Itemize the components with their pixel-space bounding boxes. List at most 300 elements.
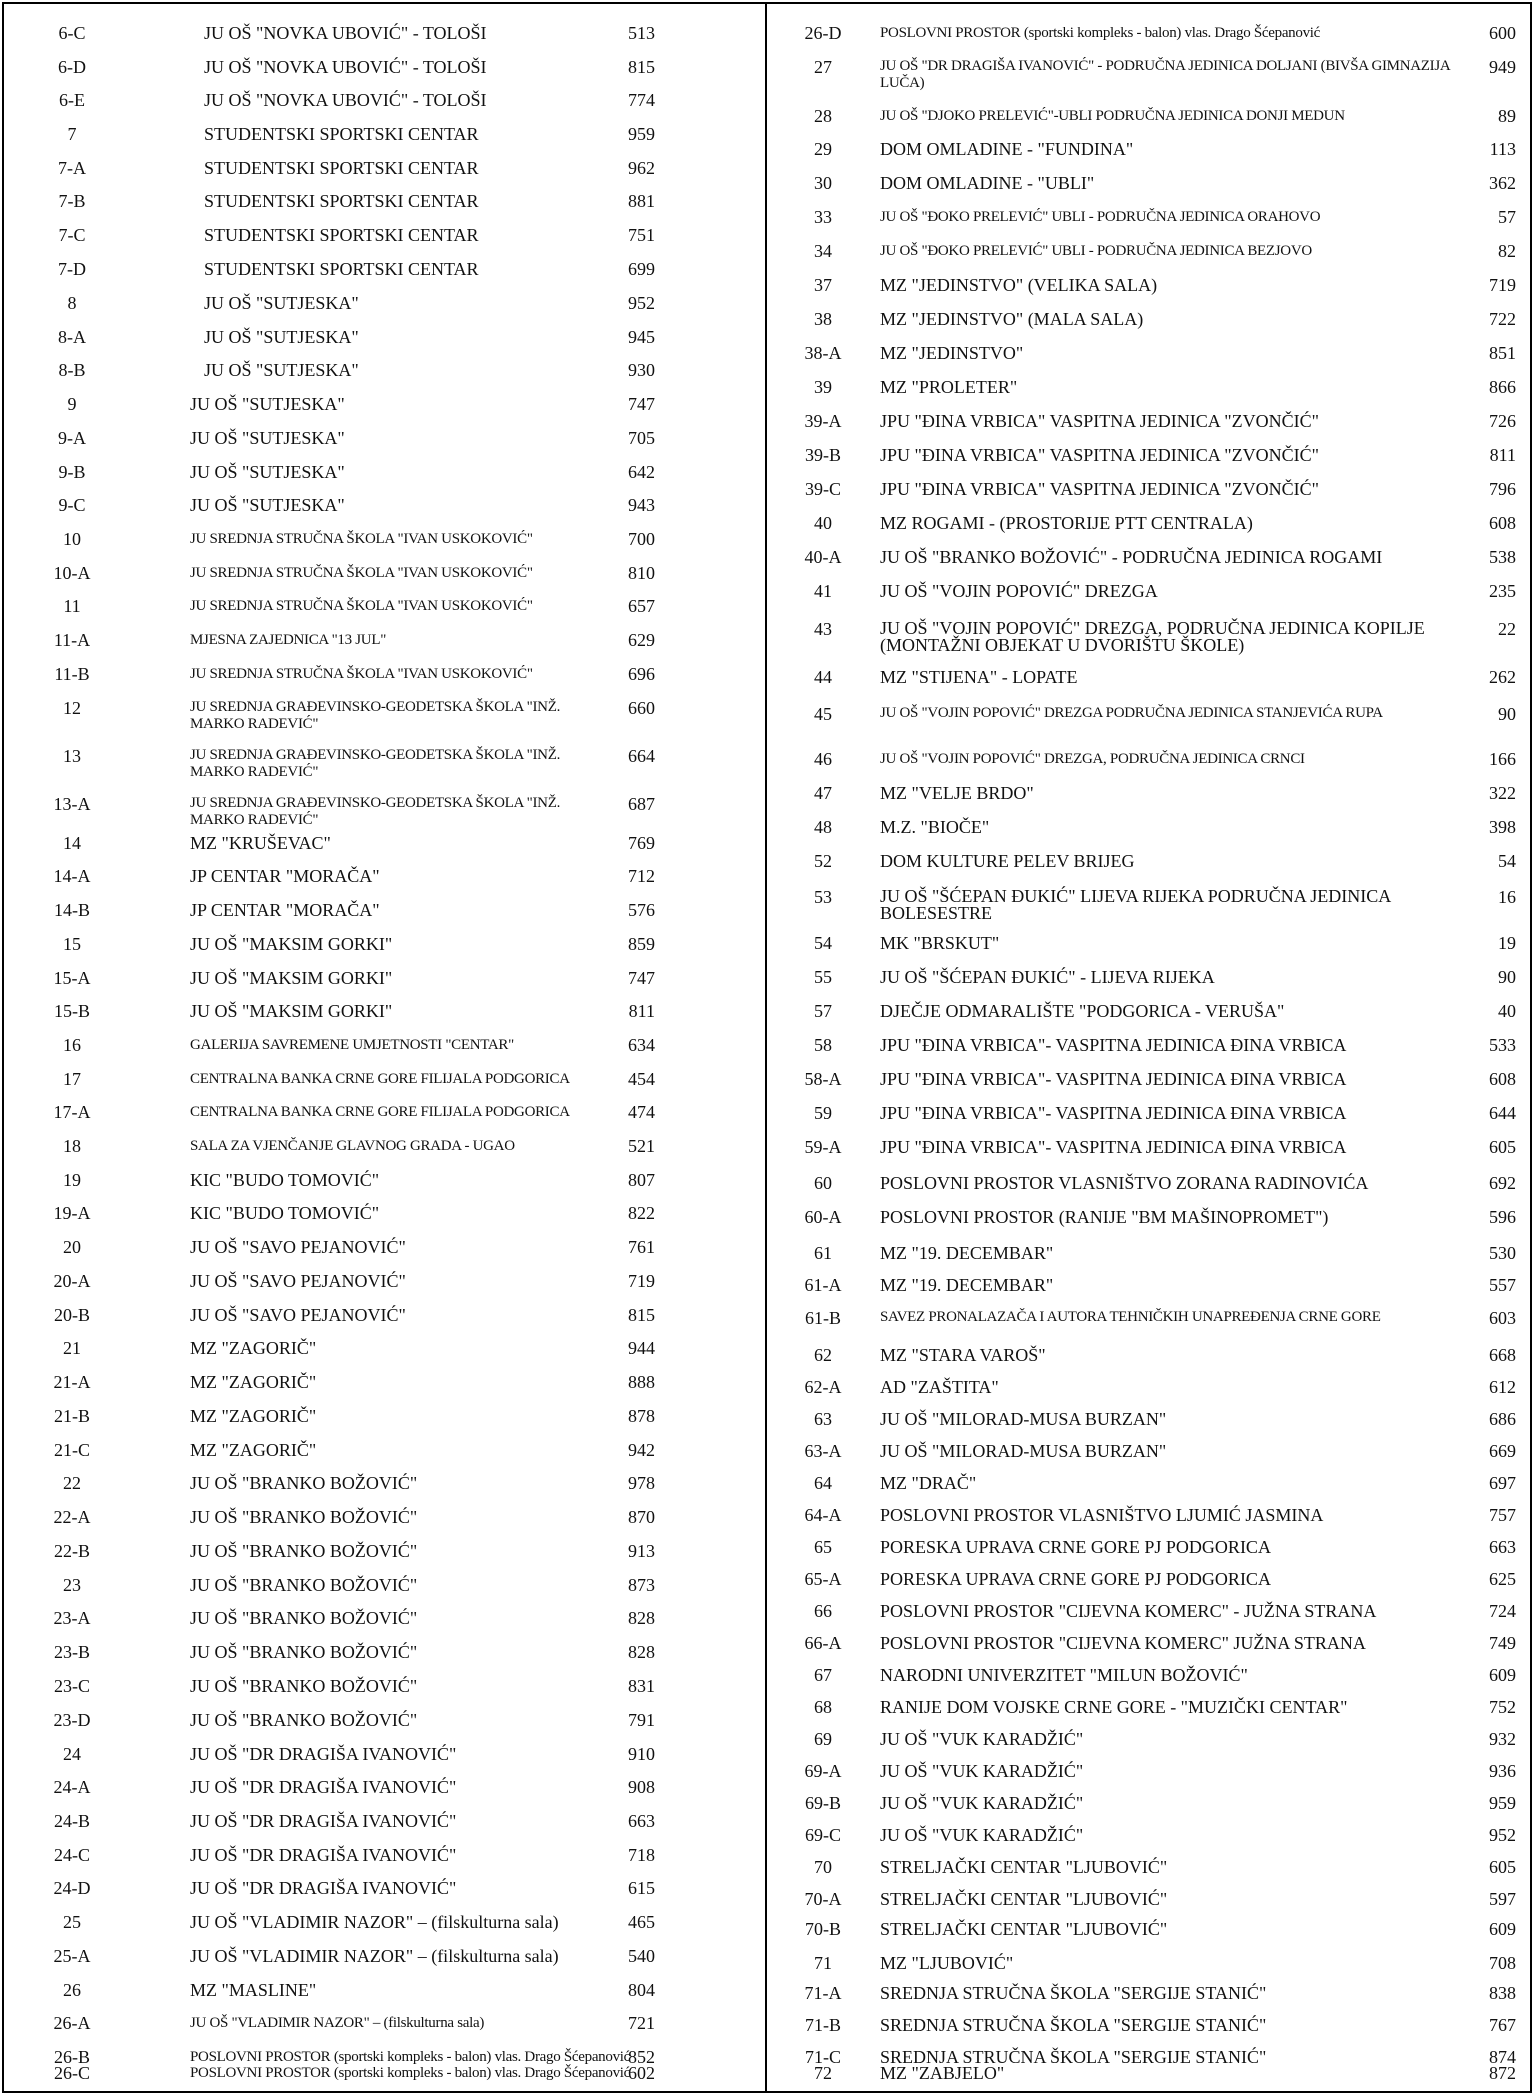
polling-station-name: JU OŠ "BRANKO BOŽOVIĆ" (190, 1710, 418, 1730)
polling-station-name: JU OŠ "VOJIN POPOVIĆ" DREZGA, PODRUČNA JEDINICA KOPILJE (MONTAŽNI OBJEKAT U DVORIŠTU ŠKOLE) (880, 618, 1425, 655)
table-row (768, 784, 1532, 814)
voter-count: 761 (628, 1237, 655, 1257)
table-row (768, 1276, 1532, 1306)
table-row (4, 1576, 764, 1606)
voter-count: 747 (628, 968, 655, 988)
voter-count: 952 (1489, 1825, 1516, 1845)
table-row (4, 746, 764, 780)
polling-station-number: 71-B (805, 2015, 841, 2035)
voter-count: 838 (1489, 1983, 1516, 2003)
polling-station-name: JU OŠ "BRANKO BOŽOVIĆ" (190, 1541, 418, 1561)
table-row (768, 1762, 1532, 1792)
table-row (4, 1711, 764, 1741)
table-row (4, 564, 764, 594)
polling-station-number: 67 (814, 1665, 832, 1685)
voter-count: 54 (1498, 851, 1516, 871)
polling-station-name: DOM OMLADINE - "UBLI" (880, 173, 1095, 193)
table-row (4, 361, 764, 391)
voter-count: 89 (1498, 106, 1516, 126)
voter-count: 859 (628, 934, 655, 954)
polling-station-number: 21-A (53, 1372, 91, 1392)
table-row (4, 91, 764, 121)
polling-station-name: STRELJAČKI CENTAR "LJUBOVIĆ" (880, 1919, 1168, 1939)
polling-station-number: 9-C (58, 495, 86, 515)
table-row (4, 597, 764, 627)
polling-station-name: JU OŠ "MAKSIM GORKI" (190, 968, 393, 988)
polling-station-number: 38-A (804, 343, 842, 363)
polling-station-number: 60-A (804, 1207, 842, 1227)
voter-count: 663 (1489, 1537, 1516, 1557)
polling-station-number: 26-A (53, 2013, 91, 2033)
polling-station-name: JPU "ĐINA VRBICA" VASPITNA JEDINICA "ZVONČIĆ" (880, 411, 1319, 431)
table-row (768, 57, 1532, 91)
voter-count: 513 (628, 23, 655, 43)
voter-count: 932 (1489, 1729, 1516, 1749)
polling-station-number: 70 (814, 1857, 832, 1877)
voter-count: 362 (1489, 173, 1516, 193)
polling-station-number: 64 (814, 1473, 832, 1493)
polling-station-number: 23-C (54, 1676, 90, 1696)
polling-station-number: 21-B (54, 1406, 90, 1426)
table-row (768, 1208, 1532, 1238)
polling-station-number: 7-B (58, 191, 86, 211)
polling-station-number: 6-D (58, 57, 86, 77)
table-row (768, 514, 1532, 544)
table-row (4, 1981, 764, 2011)
polling-station-number: 24-C (54, 1845, 90, 1865)
table-row (4, 901, 764, 931)
polling-station-number: 43 (814, 619, 832, 639)
voter-count: 625 (1489, 1569, 1516, 1589)
polling-station-name: JPU "ĐINA VRBICA" VASPITNA JEDINICA "ZVONČIĆ" (880, 479, 1319, 499)
table-row (768, 1378, 1532, 1408)
voter-count: 804 (628, 1980, 655, 2000)
polling-station-number: 21-C (54, 1440, 90, 1460)
polling-station-name: JU OŠ "SUTJESKA" (204, 327, 359, 347)
table-row (4, 1677, 764, 1707)
voter-count: 852 (628, 2047, 655, 2067)
polling-station-name: MZ "JEDINSTVO" (VELIKA SALA) (880, 275, 1158, 295)
table-row (768, 174, 1532, 204)
table-row (768, 968, 1532, 998)
polling-station-number: 40-A (804, 547, 842, 567)
table-row (768, 1984, 1532, 2014)
voter-count: 90 (1498, 704, 1516, 724)
polling-station-number: 29 (814, 139, 832, 159)
voter-count: 608 (1489, 513, 1516, 533)
table-row (4, 2014, 764, 2044)
polling-station-name: MZ "ZAGORIČ" (190, 1406, 317, 1426)
polling-station-number: 72 (814, 2063, 832, 2083)
voter-count: 644 (1489, 1103, 1516, 1123)
table-row (4, 867, 764, 897)
polling-station-name: JU OŠ "MAKSIM GORKI" (190, 934, 393, 954)
polling-station-number: 57 (814, 1001, 832, 1021)
voter-count: 874 (1489, 2047, 1516, 2067)
polling-station-name: MZ "VELJE BRDO" (880, 783, 1034, 803)
voter-count: 747 (628, 394, 655, 414)
polling-station-name: JU OŠ "BRANKO BOŽOVIĆ" (190, 1642, 418, 1662)
table-row (768, 1474, 1532, 1504)
voter-count: 90 (1498, 967, 1516, 987)
table-row (768, 818, 1532, 848)
table-row (768, 1634, 1532, 1664)
polling-station-number: 9 (67, 394, 77, 414)
polling-station-number: 26-C (54, 2063, 90, 2083)
polling-station-number: 69-C (805, 1825, 841, 1845)
polling-station-name: JU OŠ "MILORAD-MUSA BURZAN" (880, 1409, 1167, 1429)
polling-station-name: KIC "BUDO TOMOVIĆ" (190, 1203, 380, 1223)
polling-station-name: DOM OMLADINE - "FUNDINA" (880, 139, 1134, 159)
voter-count: 881 (628, 191, 655, 211)
polling-station-name: JU SREDNJA STRUČNA ŠKOLA "IVAN USKOKOVIĆ" (190, 666, 533, 682)
table-row (768, 1954, 1532, 1984)
table-row (4, 2064, 764, 2094)
polling-station-name: JU OŠ "BRANKO BOŽOVIĆ" (190, 1608, 418, 1628)
voter-count: 603 (1489, 1308, 1516, 1328)
polling-station-name: MZ ROGAMI - (PROSTORIJE PTT CENTRALA) (880, 513, 1253, 533)
voter-count: 908 (628, 1777, 655, 1797)
table-row (768, 1309, 1532, 1339)
polling-station-name: MZ "KRUŠEVAC" (190, 833, 331, 853)
voter-count: 19 (1498, 933, 1516, 953)
polling-station-name: STRELJAČKI CENTAR "LJUBOVIĆ" (880, 1889, 1168, 1909)
polling-station-number: 11-B (54, 664, 90, 684)
voter-count: 576 (628, 900, 655, 920)
polling-station-name: AD "ZAŠTITA" (880, 1377, 999, 1397)
polling-station-name: JU OŠ "SUTJESKA" (190, 428, 345, 448)
document-page (2, 2, 1532, 2093)
polling-station-name: STUDENTSKI SPORTSKI CENTAR (204, 124, 479, 144)
voter-count: 705 (628, 428, 655, 448)
polling-station-number: 39-C (805, 479, 841, 499)
polling-station-number: 69-B (805, 1793, 841, 1813)
table-row (768, 1036, 1532, 1066)
voter-count: 831 (628, 1676, 655, 1696)
voter-count: 959 (628, 124, 655, 144)
table-row (768, 446, 1532, 476)
voter-count: 949 (1489, 57, 1516, 77)
table-row (4, 58, 764, 88)
table-row (4, 395, 764, 425)
voter-count: 634 (628, 1035, 655, 1055)
polling-station-number: 40 (814, 513, 832, 533)
voter-count: 530 (1489, 1243, 1516, 1263)
voter-count: 822 (628, 1203, 655, 1223)
voter-count: 796 (1489, 479, 1516, 499)
table-row (768, 1698, 1532, 1728)
polling-station-number: 22-B (54, 1541, 90, 1561)
table-row (768, 1138, 1532, 1168)
voter-count: 686 (1489, 1409, 1516, 1429)
table-row (4, 1238, 764, 1268)
polling-station-number: 22 (63, 1473, 81, 1493)
polling-station-number: 48 (814, 817, 832, 837)
polling-station-number: 70-B (805, 1919, 841, 1939)
polling-station-number: 10-A (53, 563, 91, 583)
table-row (4, 294, 764, 324)
polling-station-number: 20 (63, 1237, 81, 1257)
table-row (4, 1103, 764, 1133)
polling-station-number: 13 (63, 746, 81, 766)
polling-station-number: 58-A (804, 1069, 842, 1089)
polling-station-name: GALERIJA SAVREMENE UMJETNOSTI "CENTAR" (190, 1037, 514, 1053)
voter-count: 521 (628, 1136, 655, 1156)
voter-count: 878 (628, 1406, 655, 1426)
polling-station-name: MZ "19. DECEMBAR" (880, 1243, 1054, 1263)
polling-station-number: 69-A (804, 1761, 842, 1781)
table-row (4, 1002, 764, 1032)
table-row (4, 1846, 764, 1876)
table-row (768, 1920, 1532, 1950)
voter-count: 942 (628, 1440, 655, 1460)
polling-station-number: 38 (814, 309, 832, 329)
polling-station-name: JU SREDNJA STRUČNA ŠKOLA "IVAN USKOKOVIĆ" (190, 531, 533, 547)
voter-count: 936 (1489, 1761, 1516, 1781)
table-row (4, 1272, 764, 1302)
polling-station-name: JU SREDNJA GRAĐEVINSKO-GEODETSKA ŠKOLA "INŽ. MARKO RADEVIĆ" (190, 795, 561, 828)
polling-station-name: MZ "MASLINE" (190, 1980, 317, 2000)
table-row (768, 208, 1532, 238)
table-row (4, 1778, 764, 1808)
voter-count: 851 (1489, 343, 1516, 363)
polling-station-name: JU OŠ "ĐOKO PRELEVIĆ" UBLI - PODRUČNA JEDINICA BEZJOVO (880, 243, 1312, 259)
polling-station-name: JPU "ĐINA VRBICA"- VASPITNA JEDINICA ĐINA VRBICA (880, 1035, 1347, 1055)
polling-station-name: POSLOVNI PROSTOR (sportski kompleks - balon) vlas. Drago Šćepanović (880, 25, 1321, 41)
voter-count: 600 (1489, 23, 1516, 43)
voter-count: 752 (1489, 1697, 1516, 1717)
table-row (768, 1410, 1532, 1440)
table-row (768, 242, 1532, 272)
polling-station-number: 45 (814, 704, 832, 724)
polling-station-name: JU OŠ "BRANKO BOŽOVIĆ" - PODRUČNA JEDINICA ROGAMI (880, 547, 1383, 567)
polling-station-number: 21 (63, 1338, 81, 1358)
table-row (4, 496, 764, 526)
polling-station-name: NARODNI UNIVERZITET "MILUN BOŽOVIĆ" (880, 1665, 1248, 1685)
voter-count: 696 (628, 664, 655, 684)
polling-station-number: 71 (814, 1953, 832, 1973)
polling-station-number: 26-D (804, 23, 842, 43)
voter-count: 605 (1489, 1857, 1516, 1877)
polling-station-name: MZ "STIJENA" - LOPATE (880, 667, 1078, 687)
table-row (768, 548, 1532, 578)
polling-station-name: JU OŠ "DR DRAGIŠA IVANOVIĆ" (190, 1744, 457, 1764)
polling-station-number: 9-B (58, 462, 86, 482)
voter-count: 668 (1489, 1345, 1516, 1365)
polling-station-name: JU OŠ "DJOKO PRELEVIĆ"-UBLI PODRUČNA JEDINICA DONJI MEDUN (880, 108, 1345, 124)
polling-station-number: 16 (63, 1035, 81, 1055)
polling-station-name: JU OŠ "MAKSIM GORKI" (190, 1001, 393, 1021)
polling-station-number: 28 (814, 106, 832, 126)
polling-station-number: 14-B (54, 900, 90, 920)
polling-station-number: 66 (814, 1601, 832, 1621)
polling-station-number: 61 (814, 1243, 832, 1263)
polling-station-name: JU OŠ "DR DRAGIŠA IVANOVIĆ" - PODRUČNA JEDINICA DOLJANI (BIVŠA GIMNAZIJA LUČA) (880, 58, 1450, 91)
voter-count: 721 (628, 2013, 655, 2033)
polling-station-name: POSLOVNI PROSTOR VLASNIŠTVO ZORANA RADINOVIĆA (880, 1173, 1369, 1193)
polling-station-number: 70-A (804, 1889, 842, 1909)
voter-count: 774 (628, 90, 655, 110)
voter-count: 872 (1489, 2063, 1516, 2083)
polling-station-name: MZ "ZAGORIČ" (190, 1372, 317, 1392)
polling-station-number: 23-A (53, 1608, 91, 1628)
voter-count: 952 (628, 293, 655, 313)
polling-station-number: 33 (814, 207, 832, 227)
table-row (768, 1002, 1532, 1032)
polling-station-name: MZ "PROLETER" (880, 377, 1018, 397)
voter-count: 642 (628, 462, 655, 482)
voter-count: 719 (1489, 275, 1516, 295)
voter-count: 810 (628, 563, 655, 583)
polling-station-name: PORESKA UPRAVA CRNE GORE PJ PODGORICA (880, 1537, 1271, 1557)
voter-count: 596 (1489, 1207, 1516, 1227)
table-row (768, 1666, 1532, 1696)
polling-station-name: STUDENTSKI SPORTSKI CENTAR (204, 191, 479, 211)
voter-count: 962 (628, 158, 655, 178)
polling-station-number: 8-A (58, 327, 86, 347)
voter-count: 888 (628, 1372, 655, 1392)
table-row (768, 1602, 1532, 1632)
polling-station-number: 63 (814, 1409, 832, 1429)
polling-station-name: POSLOVNI PROSTOR "CIJEVNA KOMERC" - JUŽNA STRANA (880, 1601, 1377, 1621)
polling-station-name: JU OŠ "DR DRAGIŠA IVANOVIĆ" (190, 1845, 457, 1865)
polling-station-number: 14 (63, 833, 81, 853)
polling-station-name: JU OŠ "SUTJESKA" (204, 360, 359, 380)
polling-station-name: DJEČJE ODMARALIŠTE "PODGORICA - VERUŠA" (880, 1001, 1285, 1021)
table-row (4, 1339, 764, 1369)
table-row (4, 1947, 764, 1977)
polling-station-number: 64-A (804, 1505, 842, 1525)
table-row (4, 1812, 764, 1842)
table-row (768, 852, 1532, 882)
polling-station-name: MK "BRSKUT" (880, 933, 1000, 953)
voter-count: 82 (1498, 241, 1516, 261)
table-row (4, 1508, 764, 1538)
polling-station-name: STUDENTSKI SPORTSKI CENTAR (204, 158, 479, 178)
polling-station-number: 24 (63, 1744, 81, 1764)
voter-count: 978 (628, 1473, 655, 1493)
polling-station-number: 23-D (53, 1710, 91, 1730)
polling-station-number: 69 (814, 1729, 832, 1749)
table-row (768, 1244, 1532, 1274)
polling-station-number: 14-A (53, 866, 91, 886)
table-row (4, 631, 764, 661)
table-row (768, 886, 1532, 923)
table-row (4, 1407, 764, 1437)
polling-station-number: 10 (63, 529, 81, 549)
voter-count: 700 (628, 529, 655, 549)
table-row (768, 934, 1532, 964)
polling-station-name: STUDENTSKI SPORTSKI CENTAR (204, 259, 479, 279)
voter-count: 699 (628, 259, 655, 279)
polling-station-number: 65 (814, 1537, 832, 1557)
polling-station-number: 15 (63, 934, 81, 954)
table-row (768, 668, 1532, 698)
polling-station-name: JU OŠ "NOVKA UBOVIĆ" - TOLOŠI (204, 90, 487, 110)
polling-station-name: MZ "ZAGORIČ" (190, 1440, 317, 1460)
polling-station-name: MZ "ZABJELO" (880, 2063, 1005, 2083)
table-row (4, 125, 764, 155)
polling-station-name: JPU "ĐINA VRBICA"- VASPITNA JEDINICA ĐINA VRBICA (880, 1103, 1347, 1123)
voter-count: 769 (628, 833, 655, 853)
voter-count: 866 (1489, 377, 1516, 397)
voter-count: 828 (628, 1608, 655, 1628)
voter-count: 609 (1489, 1665, 1516, 1685)
polling-station-number: 39-A (804, 411, 842, 431)
table-row (4, 159, 764, 189)
voter-count: 657 (628, 596, 655, 616)
polling-station-name: SAVEZ PRONALAZAČA I AUTORA TEHNIČKIH UNAPREĐENJA CRNE GORE (880, 1309, 1381, 1325)
polling-station-name: JU OŠ "VLADIMIR NAZOR" – (filskulturna sala) (190, 2015, 485, 2031)
polling-station-number: 24-D (53, 1878, 91, 1898)
table-row (4, 665, 764, 695)
polling-station-name: KIC "BUDO TOMOVIĆ" (190, 1170, 380, 1190)
table-row (768, 2016, 1532, 2046)
table-row (4, 1204, 764, 1234)
table-row (768, 1506, 1532, 1536)
polling-station-name: CENTRALNA BANKA CRNE GORE FILIJALA PODGORICA (190, 1104, 570, 1120)
voter-count: 557 (1489, 1275, 1516, 1295)
polling-station-number: 30 (814, 173, 832, 193)
voter-count: 22 (1498, 619, 1516, 639)
polling-station-name: MZ "STARA VAROŠ" (880, 1345, 1046, 1365)
polling-station-name: JU OŠ "VUK KARADŽIĆ" (880, 1729, 1084, 1749)
polling-station-number: 27 (814, 57, 832, 77)
table-row (4, 834, 764, 864)
table-row (4, 1643, 764, 1673)
voter-count: 660 (628, 698, 655, 718)
voter-count: 16 (1498, 887, 1516, 907)
voter-count: 959 (1489, 1793, 1516, 1813)
polling-station-name: JU OŠ "SUTJESKA" (190, 462, 345, 482)
voter-count: 807 (628, 1170, 655, 1190)
table-row (4, 192, 764, 222)
voter-count: 474 (628, 1102, 655, 1122)
polling-station-name: JPU "ĐINA VRBICA" VASPITNA JEDINICA "ZVONČIĆ" (880, 445, 1319, 465)
polling-station-number: 61-B (805, 1308, 841, 1328)
table-row (4, 935, 764, 965)
polling-station-number: 71-A (804, 1983, 842, 2003)
polling-station-number: 59 (814, 1103, 832, 1123)
table-row (4, 1609, 764, 1639)
voter-count: 597 (1489, 1889, 1516, 1909)
polling-station-number: 11 (63, 596, 81, 616)
polling-station-name: MJESNA ZAJEDNICA "13 JUL" (190, 632, 387, 648)
voter-count: 465 (628, 1912, 655, 1932)
table-row (768, 24, 1532, 54)
voter-count: 663 (628, 1811, 655, 1831)
polling-station-number: 52 (814, 851, 832, 871)
polling-station-number: 65-A (804, 1569, 842, 1589)
polling-station-number: 8-B (58, 360, 86, 380)
polling-station-number: 26 (63, 1980, 81, 2000)
polling-station-name: PORESKA UPRAVA CRNE GORE PJ PODGORICA (880, 1569, 1271, 1589)
polling-station-number: 23 (63, 1575, 81, 1595)
polling-station-number: 34 (814, 241, 832, 261)
table-row (768, 1794, 1532, 1824)
polling-station-number: 47 (814, 783, 832, 803)
polling-station-number: 9-A (58, 428, 86, 448)
voter-count: 398 (1489, 817, 1516, 837)
table-row (768, 2064, 1532, 2094)
voter-count: 235 (1489, 581, 1516, 601)
polling-station-name: JU OŠ "VUK KARADŽIĆ" (880, 1825, 1084, 1845)
table-row (768, 1070, 1532, 1100)
table-row (4, 1137, 764, 1167)
polling-station-name: JU OŠ "VOJIN POPOVIĆ" DREZGA, PODRUČNA JEDINICA CRNCI (880, 751, 1305, 767)
table-row (768, 1346, 1532, 1376)
polling-station-name: JU SREDNJA STRUČNA ŠKOLA "IVAN USKOKOVIĆ" (190, 598, 533, 614)
